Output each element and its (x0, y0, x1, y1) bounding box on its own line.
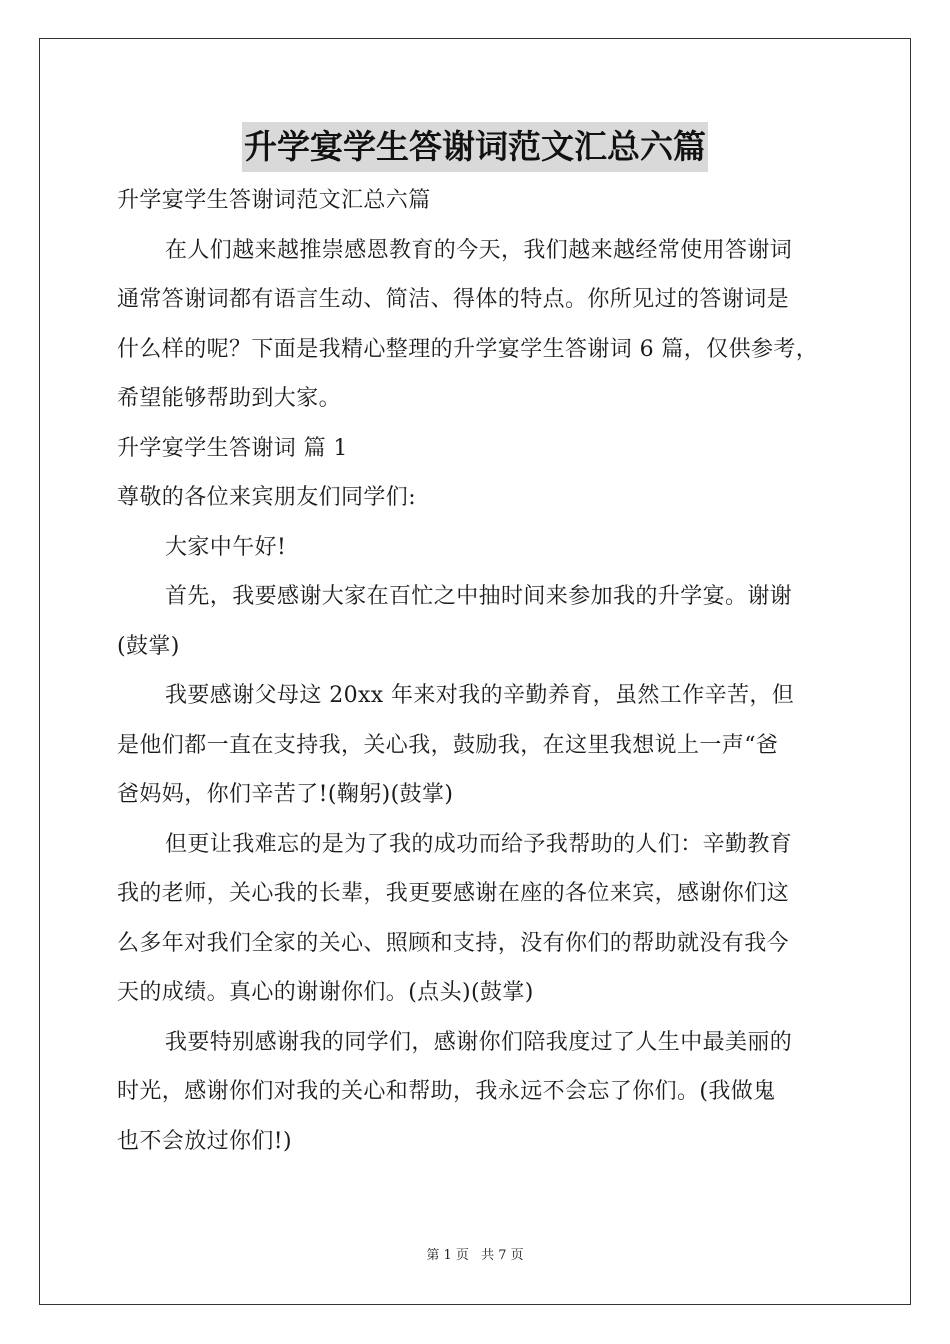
text-line: 升学宴学生答谢词范文汇总六篇 (117, 188, 431, 213)
text-line: 我的老师，关心我的长辈，我更要感谢在座的各位来宾，感谢你们这 (117, 881, 790, 906)
text-line: 升学宴学生答谢词 篇 1 (117, 435, 348, 461)
text-line: 尊敬的各位来宾朋友们同学们: (117, 485, 417, 510)
text-line: 通常答谢词都有语言生动、简洁、得体的特点。你所见过的答谢词是 (117, 287, 790, 312)
text-line: 在人们越来越推崇感恩教育的今天，我们越来越经常使用答谢词 (165, 237, 793, 263)
text-line: 什么样的呢？下面是我精心整理的升学宴学生答谢词 6 篇，仅供参考， (117, 336, 819, 362)
document-body (117, 176, 839, 1166)
text-line: 是他们都一直在支持我，关心我，鼓励我，在这里我想说上一声“爸 (117, 732, 779, 758)
text-line: 希望能够帮助到大家。 (117, 386, 342, 411)
text-line: 也不会放过你们!) (117, 1128, 293, 1154)
text-line: 首先，我要感谢大家在百忙之中抽时间来参加我的升学宴。谢谢 (165, 584, 793, 609)
page-total: 共 7 页 (481, 1248, 524, 1263)
title-container (0, 122, 950, 172)
text-line: 时光，感谢你们对我的关心和帮助，我永远不会忘了你们。(我做鬼 (117, 1079, 776, 1104)
page-number: 第 1 页 (426, 1248, 469, 1263)
text-line: 但更让我难忘的是为了我的成功而给予我帮助的人们：辛勤教育 (165, 831, 793, 857)
text-line: (鼓掌) (117, 633, 180, 659)
text-line: 天的成绩。真心的谢谢你们。(点头)(鼓掌) (117, 980, 534, 1005)
text-line: 我要特别感谢我的同学们，感谢你们陪我度过了人生中最美丽的 (165, 1029, 793, 1055)
text-line: 么多年对我们全家的关心、照顾和支持，没有你们的帮助就没有我今 (117, 930, 790, 956)
text-line: 大家中午好! (165, 534, 287, 560)
text-line: 爸妈妈，你们辛苦了!(鞠躬)(鼓掌) (117, 782, 454, 807)
page-footer (0, 1244, 950, 1263)
text-line: 我要感谢父母这 20xx 年来对我的辛勤养育，虽然工作辛苦，但 (165, 683, 795, 708)
document-title: 升学宴学生答谢词范文汇总六篇 (242, 122, 708, 172)
